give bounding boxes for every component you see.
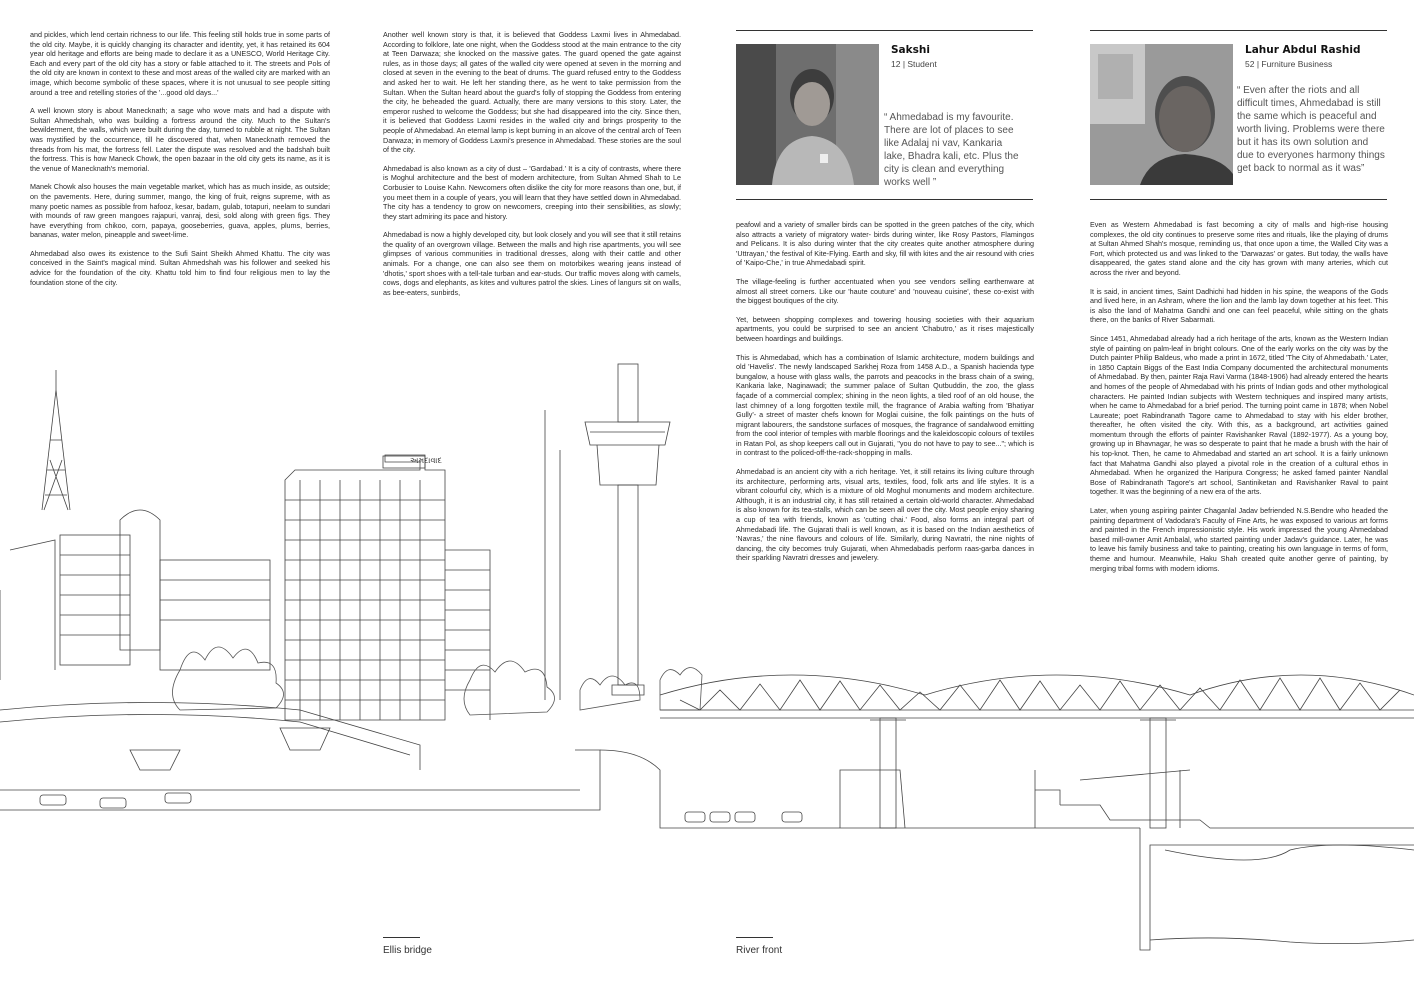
profile-role: 12 | Student: [891, 59, 937, 69]
caption-rule: [736, 937, 773, 938]
profile-name: Sakshi: [891, 44, 930, 56]
paragraph: Ahmedabad also owes its existence to the Sufi Saint Sheikh Ahmed Khattu. The city was conceived in the Saint's magical mind. Sultan Ahmedshah was his follower and seeked his advice for the foundation of the city. Khattu told him to find four religious men to lay the foundation stone of the city.: [30, 248, 330, 287]
tower-sign: અમદાવાદ: [410, 456, 442, 465]
caption-river-front: River front: [736, 945, 783, 956]
profile-quote: “ Even after the riots and all difficult times, Ahmedabad is still the same which is peaceful and worth living. Problems were there but it has its own solution and due to everyones harmony things get back to normal as it was”: [1237, 85, 1385, 174]
profile-bottom-rule: [1090, 199, 1387, 200]
caption-ellis-bridge: Ellis bridge: [383, 945, 432, 956]
paragraph: Ahmedabad is now a highly developed city, but look closely and you will see that it still retains the quality of an overgrown village. Between the malls and high rise apartments, you will see glimpses of various communities in traditional dresses, along with their cattle and other animals. For a change, one can also see them on motorbikes wearing jeans instead of 'dhotis,' sport shoes with a tell-tale turban and ear-studs. Our traffic moves along with camels, cows, dogs and elephants, as kites and vultures patrol the skies. Lines of langurs sit on walls, as bee-eaters, sunbirds,: [383, 230, 681, 297]
article-column-1: [30, 30, 330, 296]
mall-building: [0, 510, 270, 680]
profile-role: 52 | Furniture Business: [1245, 59, 1333, 69]
profile-photo-sakshi: [736, 44, 879, 185]
paragraph: and pickles, which lend certain richness to our life. This feeling still holds true in some parts of the old city. Maybe, it is quickly changing its character and identity, yet, it has retained its 604 year old heritage and efforts are being made to declare it as a UNESCO, World Heritage City. Each and every part of the old city has a story or fable attached to it. The streets and Pols of the old city are known in context to these and most areas of the walled city are marked with an image, which become symbolic of these spaces, where it is not unusual to see people sitting around a tree and retelling stories of the '...good old days...': [30, 30, 330, 97]
paragraph: Manek Chowk also houses the main vegetable market, which has as much inside, as outside; on the pavements. Here, during summer, mango, the king of fruit, reigns supreme, with as many poetic names as possible from hafooz, kesar, badam, gulab, totapuri, neelam to sundari with mounds of raw green mangoes rajapuri, vanraj, desi, sold along with green figs. They have everything from chikoo, corn, papaya, gooseberries, guava, apples, plums, berries, bananas, water melon, pineapple and sweet-lime.: [30, 182, 330, 240]
profile-photo-lahur: [1090, 44, 1233, 185]
riverfront-section: [600, 750, 1414, 950]
profile-bottom-rule: [736, 199, 1033, 200]
profile-top-rule: [1090, 30, 1387, 31]
ellis-bridge: [660, 675, 1414, 828]
paragraph: Ahmedabad is also known as a city of dust – 'Gardabad.' It is a city of contrasts, where there is Moghul architecture and the best of modern architecture, from Sultan Ahmed Shah to Le Corbusier to Louise Kahn. Newcomers often dislike the city for more reasons than one, but, if you meet them in a couple of years, you will learn that they have settled down in Ahmedabad. The city has a tendency to grow on newcomers, creeping into their sensibilities, as slowly; they start admiring its pace and history.: [383, 163, 681, 221]
city-section-illustration: [0, 350, 1414, 970]
cars: [40, 793, 802, 822]
observation-tower: [585, 364, 670, 695]
paragraph: peafowl and a variety of smaller birds can be spotted in the green patches of the city, which also attracts a variety of migratory water- birds during winter, like Rosy Pastors, Flamingos and Pelicans. It is also during winter that the city creates quite another atmosphere during 'Uttrayan,' the festival of Kite-Flying. Earth and sky, fill with kites and the air resound with cries of 'Kaipo-Che,' in true Ahmedabadi spirit.: [736, 220, 1034, 268]
profile-name: Lahur Abdul Rashid: [1245, 44, 1361, 56]
trees: [173, 647, 703, 715]
caption-rule: [383, 937, 420, 938]
paragraph: Yet, between shopping complexes and towering housing societies with their aquarium apartments, you could be surprised to see an ancient 'Chabutro,' as it rises majestically between hoardings and buildings.: [736, 314, 1034, 343]
paragraph: Another well known story is that, it is believed that Goddess Laxmi lives in Ahmedabad. According to folklore, late one night, when the Goddess stood at the main entrance to the city at Teen Darwaza; she knocked on the massive gates. The guard opened the gate against rules, as in those days; all gates of the walled city were opened at seven in the morning and closed at seven in the evening to the beat of drums. The guard refused entry to the Goddess and asked her to wait. He left her standing there, as he went to take permission from the Sultan. When the Sultan heard about the guard's folly of stopping the Goddess from entering the city, he beheaded the guard. Actually, there are many versions to this story. Later, the emperor rushed to welcome the Goddess; but she had disappeared into the city. Since then, it is believed that Goddess Laxmi resides in the walled city and brings prosperity to the people of Ahmedabad. An eternal lamp is kept burning in an alcove of the central arch of Teen Darwaza; in memory of Goddess Laxmi's presence in Ahmedabad. These stories are the soul of the city.: [383, 30, 681, 155]
paragraph: Ahmedabad is an ancient city with a rich heritage. Yet, it still retains its living culture through its architecture, performing arts, visual arts, textiles, food, folk arts and life styles. It is a vibrant colourful city, which is a mixture of old Moghul monuments and modern architecture. Although, it is an industrial city, it has still retained a certain old-world character. Ahmedabad is also known for its tea-stalls, which can be seen all over the city. Most people enjoy sharing a cup of tea with friends, known as 'cutting chai.' Food, also forms an integral part of Ahmedabadi life. The Gujarati thali is well known, as it is based on the Indian aesthetics of 'Navras,' the nine flavours and colours of life. Similarly, during Navratri, the nine nights of dancing, the city becomes truly Gujarati, when Ahmedabadis perform raas-garba dances in their sparkling Navratri dresses and jewelery.: [736, 467, 1034, 563]
paragraph: It is said, in ancient times, Saint Dadhichi had hidden in his spine, the weapons of the Gods and lived here, in an Ashram, where the lion and the lamb lay down together at his feet. This is also the land of Mahatma Gandhi and one can feel peaceful, while sitting on the ghats there, on the banks of River Sabarmati.: [1090, 286, 1388, 325]
paragraph: A well known story is about Manecknath; a sage who wove mats and had a dispute with Sultan Ahmedshah, who was building a fortress around the city. Much to the Sultan's bewilderment, the walls, which were built during the day, turned to rubble at night. The Sultan was mystified by the occurrence, till he discovered that, when Manecknath removed the threads from his mat, the fortress fell. Later the dispute was resolved and the badshah built the fortress. This is how Maneck Chowk, the open bazaar in the old city gets its name, as it is the venue of Manecknath's memorial.: [30, 106, 330, 173]
paragraph: This is Ahmedabad, which has a combination of Islamic architecture, modern buildings and old 'Havelis'. The newly landscaped Sarkhej Roza from 1458 A.D., a Spanish hacienda type bungalow, a house with glass walls, the parrots and peacocks in the brass chain of a swing, Kankaria lake, Naginawadi; the summer palace of Sultan Qutbuddin, the zoo, the glass façade of a commercial complex; shining in the neon lights, a tiled roof of an old house, the last chimney of a long forgotten textile mill, the fragrance of Arabia wafting from 'Bhatiyar Gully'- a street of master chefs known for Moglai cuisine, the folk paintings on the huts of migrant labourers, the sandstone surfaces of mosques, the fragrance of sandalwood emitting from the cool interior of temples with marble floorings and the kaleidoscopic colours of textiles in Ratan Pol, as shop keepers call out in Gujarati, "you do not have to pay to see..."; which is in contrast to the policed-off-the-rack-shopping in malls.: [736, 352, 1034, 458]
profile-quote: “ Ahmedabad is my favourite. There are lot of places to see like Adalaj ni vav, Kankaria lake, Bhadra kali, etc. Plus the city is clean and everything works well ”: [884, 112, 1019, 188]
profile-top-rule: [736, 30, 1033, 31]
paragraph: Since 1451, Ahmedabad already had a rich heritage of the arts, known as the Western Indian style of painting on palm-leaf in bright colours. One of the early works on the city was by the Dutch painter Philip Baldeus, who made a print in 1672, titled 'The City of Ahmedabath.' Later, in 1850 Captain Biggs of the East India Company documented the architectural monuments of Ahmedabad. By then, painter Raja Ravi Varma (1848-1906) had already entered the hearts and homes of the people of Ahmedabad with his prints of Indian gods and other mythological characters. He painted Indian subjects with Western techniques and inspired many artists, when he came to Ahmedabad for a brief period. The turning point came in 1878; when Nobel Laureate; poet Rabindranath Tagore came to Ahmedabad to stay with his elder brother, thereafter, he often visited the city. With this, as a background, art activities gained momentum through the efforts of painter Ravishanker Raval (1892-1977). As a young boy, growing up in Bhavnagar, he was so desperate to paint that he made a brush with the hair of his top-knot. Then, he came to Ahmedabad and started an art school. It is a fairly unknown fact that Mahatma Gandhi also played a pivotal role in the creation of a cultural ethos in Ahmedabad. When he organized the Haripura Congress; he asked famed painter Nandlal Bose of Rabindranath Tagore's art school, Santiniketan and Ravishanker Raval to paint together. It was the beginning of a new era of the arts.: [1090, 333, 1389, 497]
article-column-2: [383, 30, 681, 306]
paragraph: Later, when young aspiring painter Chaganlal Jadav befriended N.S.Bendre who headed the painting department of Vadodara's Faculty of Fine Arts, he was exposed to various art forms and painted in the French impressionistic style. His work impressed the young Ahmedabad based mill-owner Amit Ambalal, who started painting under Jadav's guidance. Later, he was to leave his family business and take to painting, creating his own language in terms of form, theme and humour. Meanwhile, Haku Shah created quite another genre of painting, by merging tribal forms with modern idioms.: [1090, 506, 1388, 573]
paragraph: Even as Western Ahmedabad is fast becoming a city of malls and high-rise housing complexes, the old city continues to preserve some rites and rituals, like the playing of drums at Sultan Ahmed Shah's mosque, reminding us, that once upon a time, the Walled City was a Fort, which protected us and was linked to the 'Darwazas' or gates. But today, the walls have disappeared, the gates stand alone and the city has grown with many arteries, which cut across the river and beyond.: [1090, 220, 1388, 277]
transmission-tower: [42, 370, 70, 510]
paragraph: The village-feeling is further accentuated when you see vendors selling earthenware at almost all street corners. Like our 'haute couture' and 'nouveau cuisine', these co-exist with the biggest boutiques of the city.: [736, 276, 1034, 306]
